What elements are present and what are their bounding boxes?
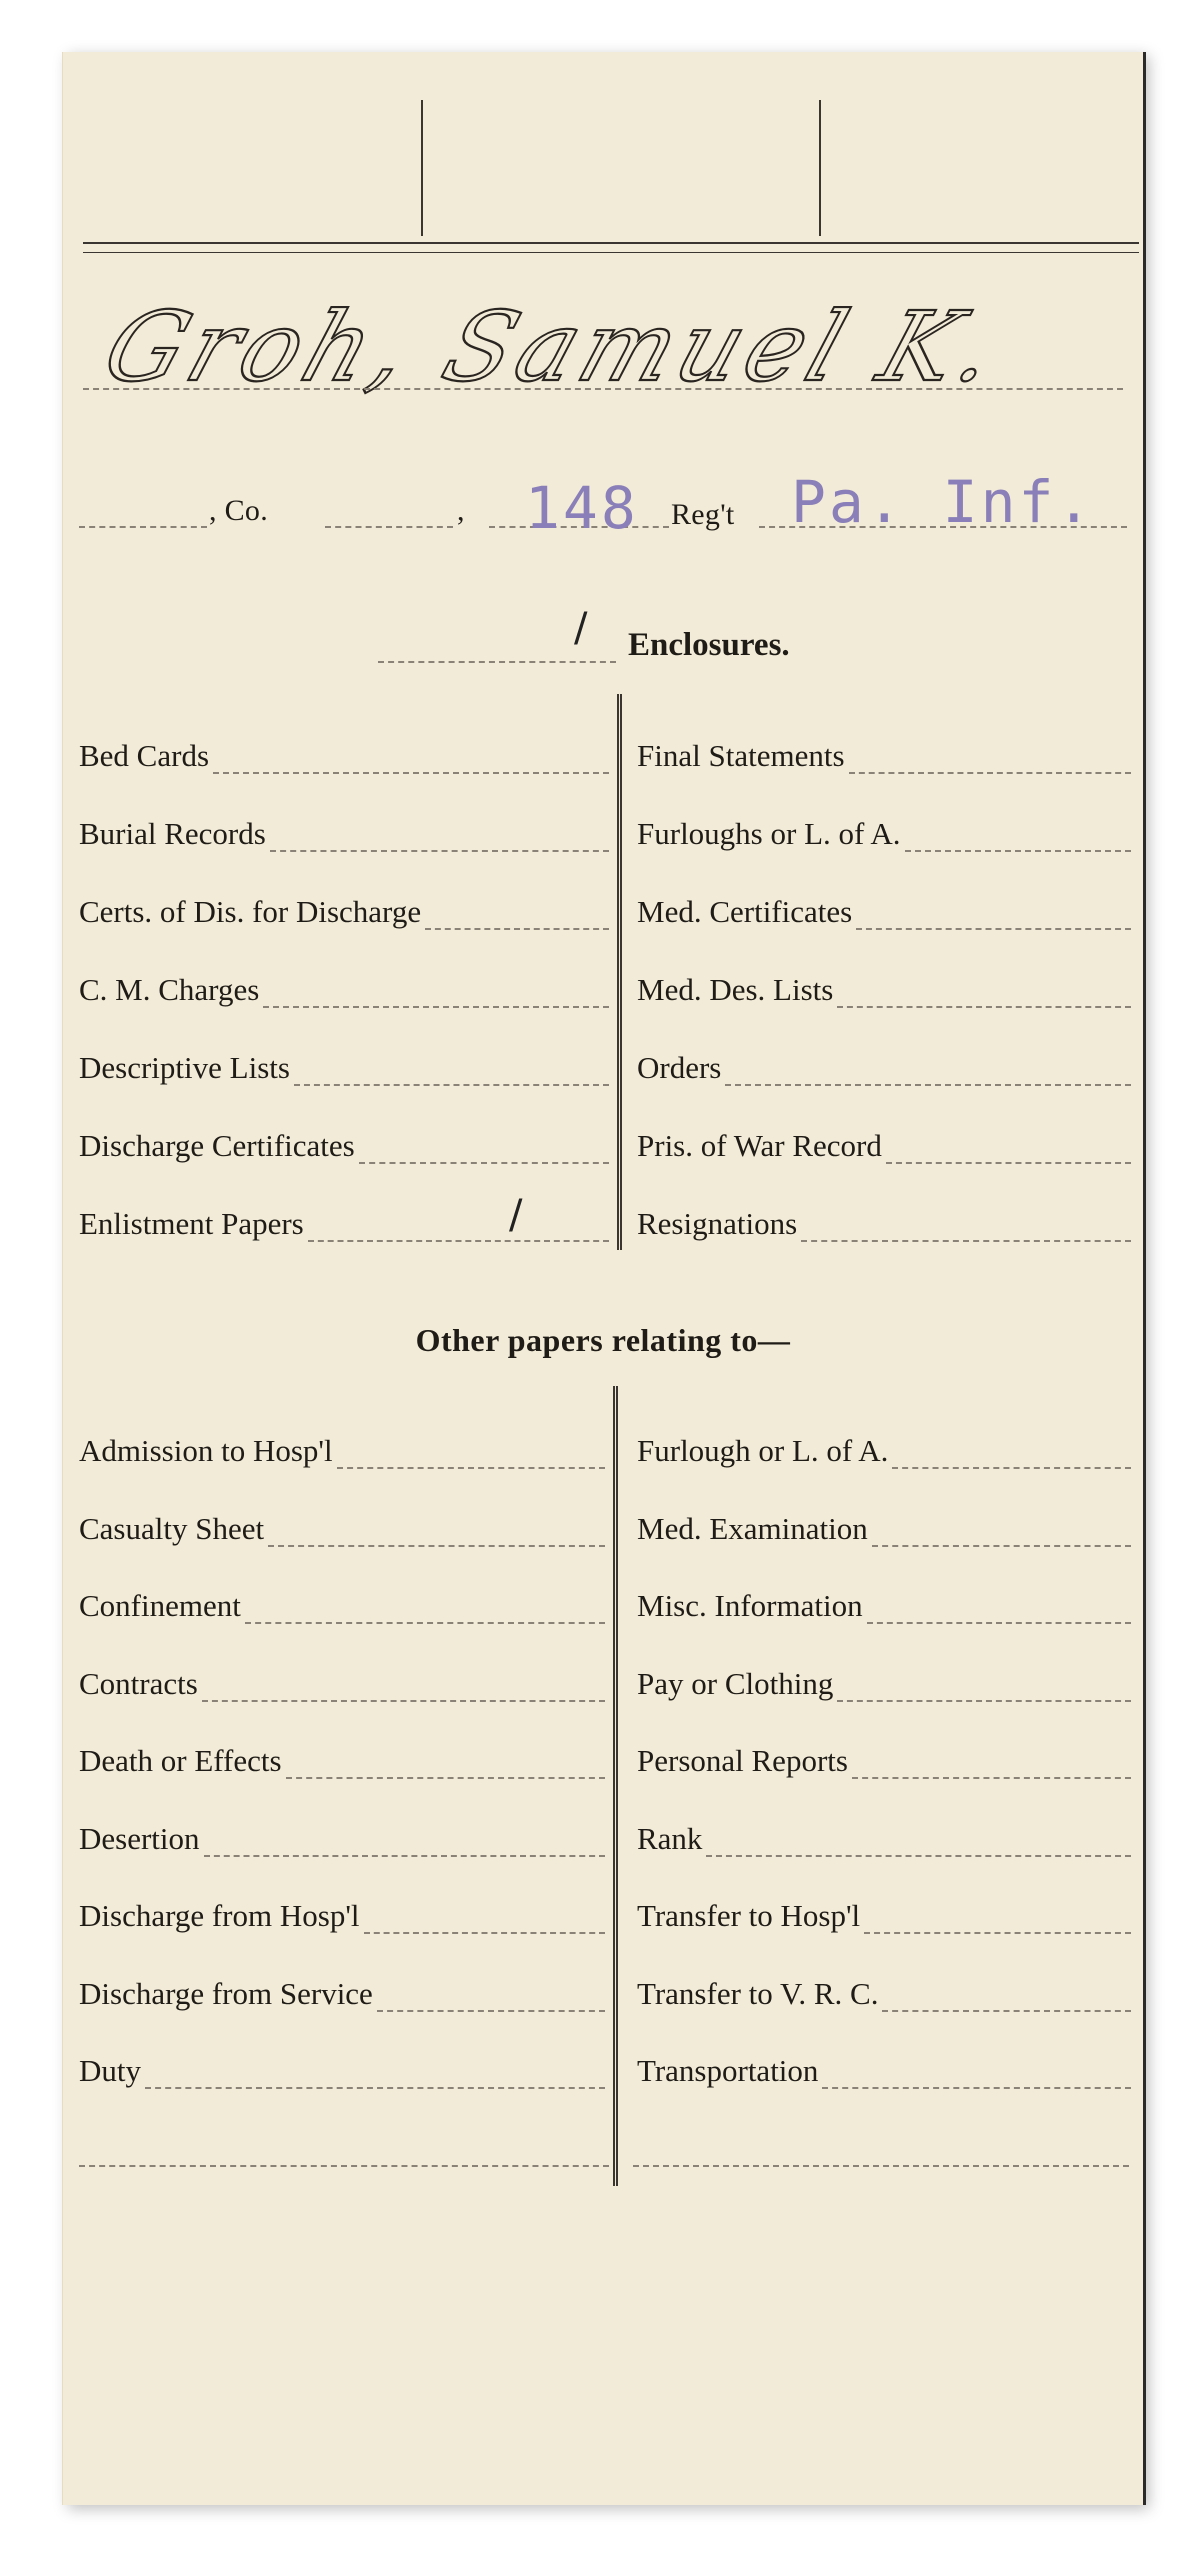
item-label: Certs. of Dis. for Discharge bbox=[79, 894, 422, 929]
item-check-mark: / bbox=[509, 1192, 523, 1238]
co-comma: , bbox=[457, 494, 465, 527]
enclosures-column-divider bbox=[617, 694, 622, 1250]
item-label: Admission to Hosp'l bbox=[79, 1433, 333, 1468]
item-leader-line bbox=[801, 1240, 1131, 1242]
list-item bbox=[637, 1976, 1131, 2026]
item-label: Transportation bbox=[637, 2053, 819, 2088]
item-label: Furlough or L. of A. bbox=[637, 1433, 889, 1468]
item-leader-line bbox=[892, 1467, 1131, 1469]
enclosures-title: Enclosures. bbox=[628, 627, 790, 663]
item-label: Contracts bbox=[79, 1665, 198, 1701]
item-leader-line bbox=[145, 2087, 605, 2089]
list-item bbox=[79, 1050, 609, 1100]
list-item bbox=[79, 1192, 609, 1256]
co-leader-1 bbox=[79, 526, 207, 528]
list-item bbox=[79, 1666, 605, 1716]
bottom-line-right bbox=[633, 2165, 1129, 2167]
item-leader-line bbox=[837, 1700, 1131, 1702]
list-item bbox=[637, 738, 1131, 788]
item-label: Final Statements bbox=[637, 738, 845, 773]
header-rule-bottom bbox=[83, 252, 1139, 253]
item-label: Burial Records bbox=[79, 816, 266, 851]
list-item bbox=[637, 1821, 1131, 1871]
item-label: Med. Examination bbox=[637, 1510, 868, 1546]
item-label: Misc. Information bbox=[637, 1588, 863, 1623]
other-papers-column-divider bbox=[613, 1386, 618, 2186]
list-item bbox=[79, 816, 609, 866]
list-item bbox=[79, 1128, 609, 1178]
list-item bbox=[79, 2053, 605, 2103]
item-leader-line bbox=[849, 772, 1131, 774]
item-label: Resignations bbox=[637, 1206, 798, 1241]
item-leader-line bbox=[905, 850, 1131, 852]
item-label: C. M. Charges bbox=[79, 972, 260, 1007]
list-item bbox=[637, 972, 1131, 1022]
item-label: Med. Des. Lists bbox=[637, 972, 834, 1007]
item-leader-line bbox=[706, 1855, 1131, 1857]
list-item bbox=[79, 972, 609, 1022]
list-item bbox=[637, 1511, 1131, 1561]
item-leader-line bbox=[294, 1084, 609, 1086]
header-tick-left bbox=[421, 100, 423, 236]
list-item bbox=[79, 1511, 605, 1561]
item-label: Duty bbox=[79, 2053, 141, 2088]
item-leader-line bbox=[886, 1162, 1131, 1164]
handwritten-name-text: Groh, Samuel K. bbox=[91, 292, 1017, 404]
list-item bbox=[637, 816, 1131, 866]
item-leader-line bbox=[308, 1240, 609, 1242]
list-item bbox=[637, 894, 1131, 944]
item-leader-line bbox=[245, 1622, 605, 1624]
item-label: Casualty Sheet bbox=[79, 1510, 265, 1546]
item-leader-line bbox=[268, 1545, 605, 1547]
item-label: Pay or Clothing bbox=[637, 1665, 834, 1701]
item-leader-line bbox=[202, 1700, 605, 1702]
item-label: Rank bbox=[637, 1820, 703, 1856]
item-leader-line bbox=[213, 772, 609, 774]
item-label: Med. Certificates bbox=[637, 894, 853, 929]
item-leader-line bbox=[856, 928, 1131, 930]
item-leader-line bbox=[822, 2087, 1131, 2089]
list-item bbox=[79, 738, 609, 788]
list-item bbox=[79, 1588, 605, 1638]
list-item bbox=[79, 1743, 605, 1793]
item-leader-line bbox=[882, 2010, 1131, 2012]
list-item bbox=[637, 1743, 1131, 1793]
co-value-line bbox=[325, 526, 453, 528]
item-label: Discharge from Hosp'l bbox=[79, 1898, 360, 1933]
list-item bbox=[637, 1128, 1131, 1178]
item-label: Discharge Certificates bbox=[79, 1128, 355, 1163]
list-item bbox=[79, 1976, 605, 2026]
list-item bbox=[637, 1666, 1131, 1716]
item-leader-line bbox=[864, 1932, 1131, 1934]
other-papers-title: Other papers relating to— bbox=[415, 1322, 791, 1358]
item-label: Transfer to V. R. C. bbox=[637, 1975, 879, 2011]
item-leader-line bbox=[872, 1545, 1131, 1547]
list-item bbox=[637, 1588, 1131, 1638]
item-leader-line bbox=[286, 1777, 605, 1779]
item-label: Orders bbox=[637, 1050, 722, 1085]
list-item bbox=[79, 1898, 605, 1948]
enclosures-count: / bbox=[574, 605, 588, 651]
list-item bbox=[637, 1050, 1131, 1100]
list-item bbox=[637, 1898, 1131, 1948]
item-label: Descriptive Lists bbox=[79, 1050, 290, 1085]
list-item bbox=[79, 1821, 605, 1871]
name-line bbox=[83, 388, 1123, 390]
item-leader-line bbox=[837, 1006, 1131, 1008]
item-label: Discharge from Service bbox=[79, 1975, 373, 2011]
regiment-number-stamp: 148 bbox=[525, 474, 639, 542]
header-tick-right bbox=[819, 100, 821, 236]
record-card bbox=[62, 52, 1143, 2505]
item-label: Enlistment Papers bbox=[79, 1206, 304, 1241]
item-leader-line bbox=[337, 1467, 605, 1469]
item-leader-line bbox=[425, 928, 609, 930]
item-leader-line bbox=[359, 1162, 609, 1164]
item-leader-line bbox=[852, 1777, 1131, 1779]
list-item bbox=[79, 894, 609, 944]
item-label: Pris. of War Record bbox=[637, 1128, 882, 1163]
item-leader-line bbox=[270, 850, 609, 852]
item-label: Bed Cards bbox=[79, 738, 210, 773]
item-leader-line bbox=[725, 1084, 1131, 1086]
item-label: Confinement bbox=[79, 1588, 241, 1623]
regiment-row bbox=[79, 468, 1127, 552]
regt-label: Reg't bbox=[671, 498, 735, 531]
item-leader-line bbox=[263, 1006, 609, 1008]
item-leader-line bbox=[204, 1855, 605, 1857]
list-item bbox=[79, 1433, 605, 1483]
item-leader-line bbox=[364, 1932, 605, 1934]
header-rule-top bbox=[83, 242, 1139, 244]
co-label: , Co. bbox=[209, 494, 269, 527]
item-label: Death or Effects bbox=[79, 1743, 282, 1778]
item-leader-line bbox=[867, 1622, 1131, 1624]
item-label: Furloughs or L. of A. bbox=[637, 816, 901, 851]
regiment-unit-stamp: Pa. Inf. bbox=[791, 468, 1095, 536]
item-label: Desertion bbox=[79, 1820, 200, 1856]
enclosures-count-line bbox=[378, 661, 616, 663]
item-label: Personal Reports bbox=[637, 1743, 848, 1778]
item-leader-line bbox=[377, 2010, 605, 2012]
list-item bbox=[637, 2053, 1131, 2103]
list-item bbox=[637, 1206, 1131, 1256]
item-label: Transfer to Hosp'l bbox=[637, 1898, 861, 1933]
enclosures-row bbox=[378, 605, 938, 677]
bottom-line-left bbox=[79, 2165, 609, 2167]
list-item bbox=[637, 1433, 1131, 1483]
